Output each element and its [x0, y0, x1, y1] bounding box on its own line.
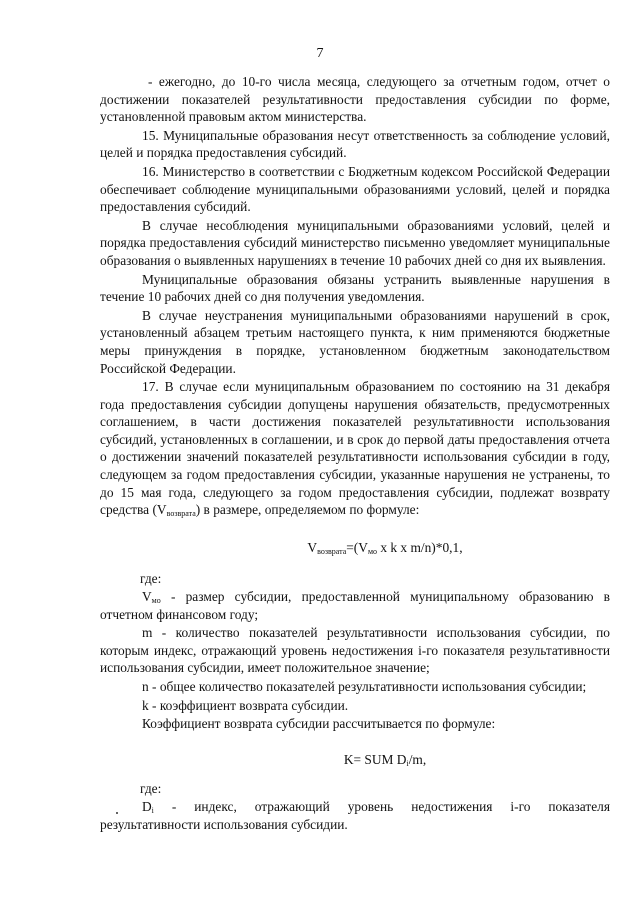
document-body	[100, 73, 610, 834]
formula-v: V	[307, 539, 318, 555]
definition-k: k - коэффициент возврата субсидии.	[142, 697, 349, 713]
def-d: D	[142, 798, 152, 814]
where-label-2: где:	[140, 781, 162, 797]
where-label-1: где:	[140, 571, 162, 587]
definition-vmo	[100, 588, 610, 623]
page-number: 7	[316, 46, 324, 61]
paragraph-noncompliance: В случае несоблюдения муниципальными образованиями условий, целей и порядка предоставления субсидий министерство письменно уведомляет муниципальные образования о выявленных нарушениях в течение 10 рабочих дней со дня их выявления.	[100, 217, 610, 268]
definition-m: m - количество показателей результативности использования субсидии, по которым индекс, отражающий уровень недостижения i-го показателя результативности использования субсидии, имеет положительное значение;	[100, 625, 610, 676]
v-return-subscript: возврата	[166, 509, 196, 519]
formula-mo-subscript: мо	[367, 546, 377, 556]
formula2-post: /m,	[408, 751, 427, 767]
formula-return-amount	[100, 539, 610, 557]
def-mo-subscript: мо	[151, 596, 161, 606]
def-vmo-text: - размер субсидии, предоставленной муниципальному образованию в отчетном финансовом году;	[100, 589, 610, 622]
formula2-subscript: i	[406, 758, 409, 768]
formula-v-subscript: возврата	[317, 546, 347, 556]
scan-speck	[116, 812, 118, 814]
k-formula-intro: Коэффициент возврата субсидии рассчитывается по формуле:	[142, 716, 496, 732]
paragraph-17-text: 17. В случае если муниципальным образованием по состоянию на 31 декабря года предоставления субсидии допущены нарушения обязательств, предусмотренных соглашением, в части достижения показателей результативности использования субсидий, установленных в соглашении, и в срок до первой даты предоставления отчета о достижении значений показателей результативности использования субсидии в году, следующем за годом предоставления субсидии, указанные нарушения не устранены, то до 15 мая года, следующего за годом предоставления субсидии, подлежат возврату средства (V	[100, 379, 610, 518]
def-d-subscript: i	[151, 805, 154, 815]
paragraph-17	[100, 378, 610, 519]
def-di-text: - индекс, отражающий уровень недостижения i-го показателя результативности использования субсидии.	[100, 798, 610, 832]
paragraph-16: 16. Министерство в соответствии с Бюджетным кодексом Российской Федерации обеспечивает соблюдение муниципальными образованиями условий, целей и порядка предоставления субсидий.	[100, 163, 610, 215]
paragraph-17-tail: ) в размере, определяемом по формуле:	[195, 502, 420, 518]
definition-di	[100, 798, 610, 833]
formula-coefficient	[100, 751, 610, 769]
def-v: V	[142, 589, 152, 605]
formula-eq: =(V	[346, 539, 368, 555]
paragraph-reporting: - ежегодно, до 10-го числа месяца, следующего за отчетным годом, отчет о достижении показателей результативности предоставления субсидии по форме, установленной правовым актом министерства.	[100, 74, 610, 125]
paragraph-obligation: Муниципальные образования обязаны устранить выявленные нарушения в течение 10 рабочих дней со дня получения уведомления.	[100, 271, 610, 305]
formula-rest: x k x m/n)*0,1,	[377, 539, 463, 555]
definition-n: n - общее количество показателей результативности использования субсидии;	[142, 679, 587, 694]
formula2-pre: K= SUM D	[343, 751, 407, 767]
paragraph-enforcement: В случае неустранения муниципальными образованиями нарушений в срок, установленный абзацем третьим настоящего пункта, к ним применяются бюджетные меры принуждения в порядке, установленном бюджетным законодательством Российской Федерации.	[100, 307, 610, 376]
paragraph-15: 15. Муниципальные образования несут ответственность за соблюдение условий, целей и порядка предоставления субсидий.	[100, 127, 610, 161]
